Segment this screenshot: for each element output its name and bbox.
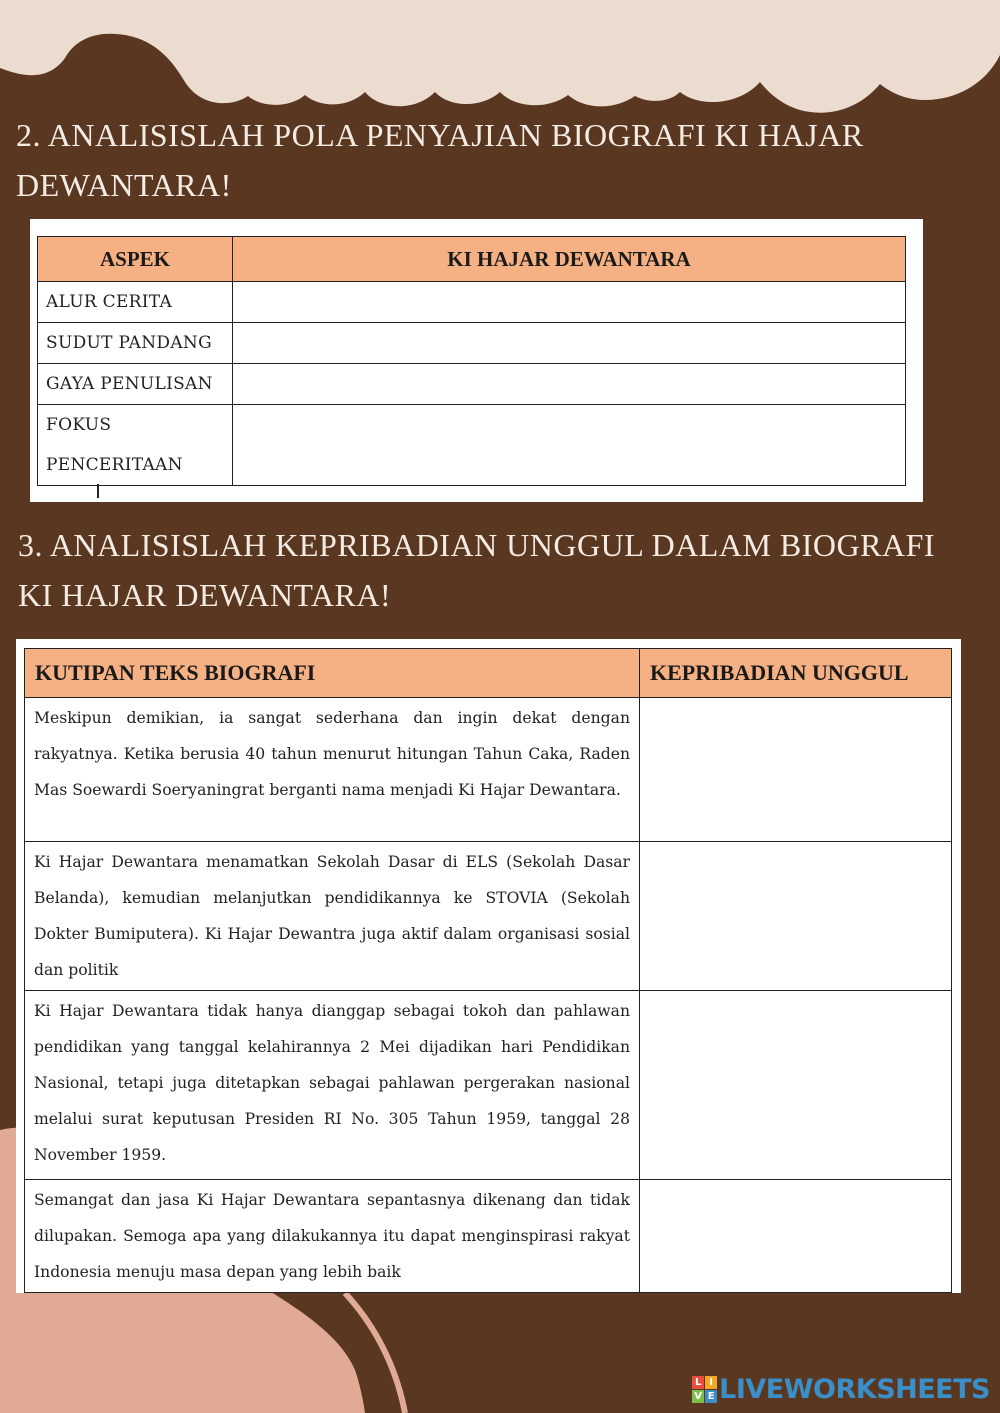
- quote-cell: Ki Hajar Dewantara tidak hanya dianggap sebagai tokoh dan pahlawan pendidikan yang tanggal kelahirannya 2 Mei dijadikan hari Pendidikan Nasional, tetapi juga ditetapkan sebagai pahlawan pergerakan nasional melalui surat keputusan Presiden RI No. 305 Tahun 1959, tanggal 28 November 1959.: [25, 991, 640, 1180]
- section3-heading: [18, 520, 978, 620]
- header-ki-hajar-dewantara: KI HAJAR DEWANTARA: [233, 237, 906, 282]
- section2-heading-line1: 2. ANALISISLAH POLA PENYAJIAN BIOGRAFI KI HAJAR: [16, 117, 864, 153]
- answer-cell[interactable]: [640, 1180, 952, 1293]
- header-kepribadian: KEPRIBADIAN UNGGUL: [640, 649, 952, 698]
- answer-cell[interactable]: [233, 282, 906, 323]
- aspek-cell: GAYA PENULISAN: [38, 364, 233, 405]
- table-tick-mark: [97, 484, 99, 498]
- section2-heading: [16, 110, 946, 210]
- pola-penyajian-table: [37, 236, 906, 486]
- quote-cell: Ki Hajar Dewantara menamatkan Sekolah Dasar di ELS (Sekolah Dasar Belanda), kemudian melanjutkan pendidikannya ke STOVIA (Sekolah Dokter Bumiputera). Ki Hajar Dewantra juga aktif dalam organisasi sosial dan politik: [25, 842, 640, 991]
- table-row: [25, 842, 952, 991]
- section2-heading-line2: DEWANTARA!: [16, 167, 232, 203]
- table-row: [38, 323, 906, 364]
- aspek-line2: PENCERITAAN: [46, 455, 183, 475]
- table-row: [25, 698, 952, 842]
- section3-heading-line1: 3. ANALISISLAH KEPRIBADIAN UNGGUL DALAM BIOGRAFI: [18, 527, 936, 563]
- kepribadian-table: [24, 648, 952, 1293]
- aspek-line1: FOKUS: [46, 415, 112, 435]
- logo-letter: L: [692, 1376, 704, 1389]
- table-row: [38, 405, 906, 486]
- table-row: [38, 282, 906, 323]
- liveworksheets-logo[interactable]: [692, 1374, 990, 1405]
- aspek-cell: SUDUT PANDANG: [38, 323, 233, 364]
- table-header-row: [25, 649, 952, 698]
- pola-penyajian-card: [30, 219, 923, 502]
- logo-letter: V: [692, 1390, 704, 1403]
- table-row: [25, 991, 952, 1180]
- aspek-cell: [38, 405, 233, 486]
- brand-name: LIVEWORKSHEETS: [719, 1374, 990, 1405]
- logo-letter: E: [705, 1390, 717, 1403]
- answer-cell[interactable]: [640, 698, 952, 842]
- section3-heading-line2: KI HAJAR DEWANTARA!: [18, 577, 392, 613]
- cloud-shape: [0, 0, 1000, 113]
- answer-cell[interactable]: [233, 364, 906, 405]
- table-header-row: [38, 237, 906, 282]
- quote-cell: Semangat dan jasa Ki Hajar Dewantara sepantasnya dikenang dan tidak dilupakan. Semoga apa yang dilakukannya itu dapat menginspirasi rakyat Indonesia menuju masa depan yang lebih baik: [25, 1180, 640, 1293]
- logo-letter: I: [705, 1376, 717, 1389]
- aspek-cell: ALUR CERITA: [38, 282, 233, 323]
- table-row: [25, 1180, 952, 1293]
- table-row: [38, 364, 906, 405]
- answer-cell[interactable]: [640, 842, 952, 991]
- answer-cell[interactable]: [233, 323, 906, 364]
- answer-cell[interactable]: [233, 405, 906, 486]
- answer-cell[interactable]: [640, 991, 952, 1180]
- kepribadian-card: [16, 639, 961, 1293]
- quote-cell: Meskipun demikian, ia sangat sederhana dan ingin dekat dengan rakyatnya. Ketika berusia 40 tahun menurut hitungan Tahun Caka, Raden Mas Soewardi Soeryaningrat berganti nama menjadi Ki Hajar Dewantara.: [25, 698, 640, 842]
- header-aspek: ASPEK: [38, 237, 233, 282]
- header-kutipan: KUTIPAN TEKS BIOGRAFI: [25, 649, 640, 698]
- logo-grid-icon: [692, 1376, 717, 1403]
